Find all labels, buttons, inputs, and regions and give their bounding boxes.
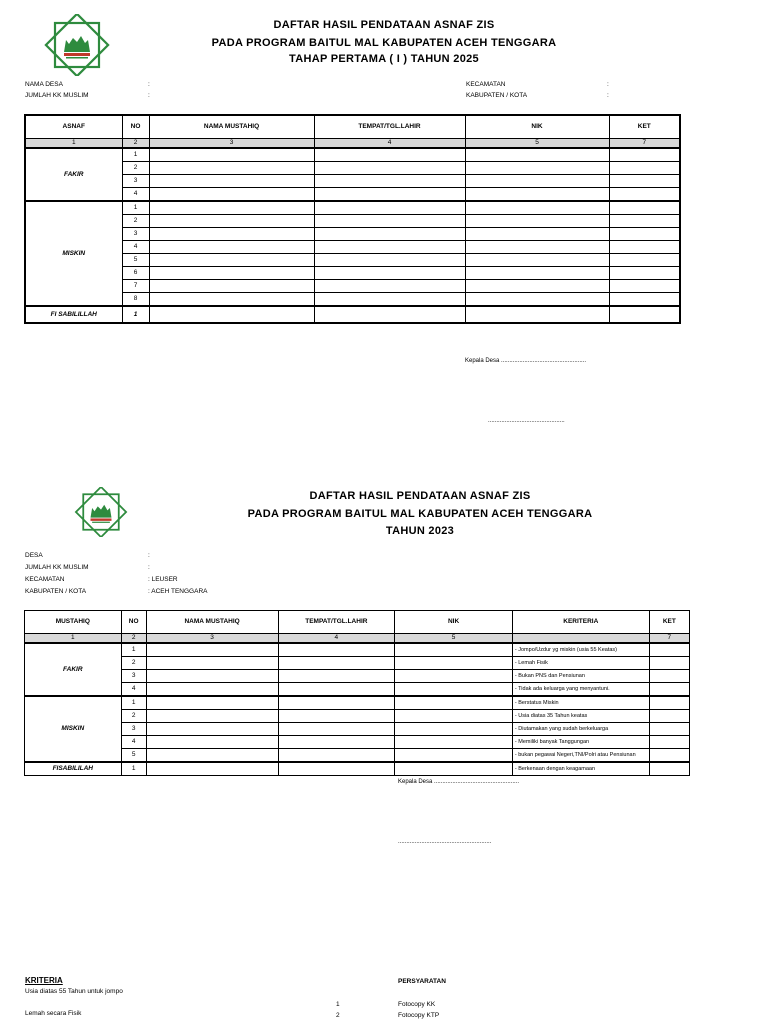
table-header-row bbox=[25, 611, 690, 634]
row-no: 2 bbox=[122, 215, 149, 228]
form1-title-line-2: PADA PROGRAM BAITUL MAL KABUPATEN ACEH TENGGARA bbox=[211, 37, 557, 49]
cell[interactable] bbox=[609, 148, 680, 162]
cell[interactable] bbox=[609, 175, 680, 188]
cell[interactable] bbox=[314, 267, 465, 280]
table-row bbox=[25, 241, 680, 254]
cell[interactable] bbox=[278, 670, 395, 683]
cell[interactable] bbox=[395, 670, 513, 683]
cell[interactable] bbox=[146, 696, 278, 710]
cell[interactable] bbox=[278, 643, 395, 657]
col-header: NIK bbox=[465, 115, 609, 139]
cell[interactable] bbox=[149, 280, 314, 293]
group-label-fakir: FAKIR bbox=[25, 643, 122, 696]
form2-field-kabupaten: KABUPATEN / KOTA bbox=[25, 588, 87, 595]
cell[interactable] bbox=[609, 306, 680, 323]
index-cell: 3 bbox=[146, 634, 278, 644]
cell[interactable] bbox=[465, 175, 609, 188]
col-header: NAMA MUSTAHIQ bbox=[146, 611, 278, 634]
cell[interactable] bbox=[149, 162, 314, 175]
form2-field-desa-value: : bbox=[148, 552, 150, 559]
table-row bbox=[25, 696, 690, 710]
table-row bbox=[25, 175, 680, 188]
group-label-miskin: MISKIN bbox=[25, 696, 122, 762]
cell[interactable] bbox=[146, 670, 278, 683]
cell[interactable] bbox=[314, 162, 465, 175]
cell[interactable] bbox=[465, 267, 609, 280]
cell[interactable] bbox=[314, 241, 465, 254]
row-no: 4 bbox=[122, 188, 149, 202]
col-header: TEMPAT/TGL.LAHIR bbox=[278, 611, 395, 634]
cell[interactable] bbox=[649, 696, 689, 710]
form1-field-kecamatan: KECAMATAN bbox=[466, 81, 506, 88]
index-cell bbox=[512, 634, 649, 644]
col-header: ASNAF bbox=[25, 115, 122, 139]
form2-title-line-3: TAHUN 2023 bbox=[385, 525, 455, 537]
col-header: KET bbox=[649, 611, 689, 634]
row-no: 8 bbox=[122, 293, 149, 307]
index-cell: 4 bbox=[314, 139, 465, 149]
form2-signature-line: ........................................................ bbox=[398, 839, 492, 845]
cell[interactable] bbox=[278, 762, 395, 776]
cell[interactable] bbox=[149, 148, 314, 162]
cell[interactable] bbox=[609, 267, 680, 280]
row-no: 2 bbox=[122, 162, 149, 175]
form2-table bbox=[24, 610, 690, 776]
index-cell: 1 bbox=[25, 634, 122, 644]
index-cell: 7 bbox=[609, 139, 680, 149]
index-cell: 3 bbox=[149, 139, 314, 149]
row-no: 1 bbox=[122, 306, 149, 323]
criteria-cell: - Memiliki banyak Tanggungan bbox=[512, 736, 649, 749]
col-header: KERITERIA bbox=[512, 611, 649, 634]
group-label-fakir: FAKIR bbox=[25, 148, 122, 201]
cell[interactable] bbox=[395, 723, 513, 736]
table-row bbox=[25, 683, 690, 697]
row-no: 7 bbox=[122, 280, 149, 293]
cell[interactable] bbox=[609, 215, 680, 228]
cell[interactable] bbox=[314, 280, 465, 293]
cell[interactable] bbox=[278, 710, 395, 723]
col-header: NO bbox=[121, 611, 146, 634]
col-header: TEMPAT/TGL.LAHIR bbox=[314, 115, 465, 139]
cell[interactable] bbox=[609, 188, 680, 202]
form1-field-jumlah-kk-value: : bbox=[148, 92, 150, 99]
table-row bbox=[25, 643, 690, 657]
group-label-fi-sabilillah: FI SABILILLAH bbox=[25, 306, 122, 323]
cell[interactable] bbox=[465, 280, 609, 293]
table-row bbox=[25, 723, 690, 736]
cell[interactable] bbox=[278, 657, 395, 670]
cell[interactable] bbox=[314, 215, 465, 228]
table-row bbox=[25, 762, 690, 776]
field-label: JUMLAH KK MUSLIM bbox=[25, 92, 89, 99]
cell[interactable] bbox=[314, 148, 465, 162]
row-no: 1 bbox=[122, 201, 149, 215]
cell[interactable] bbox=[649, 723, 689, 736]
row-no: 6 bbox=[122, 267, 149, 280]
row-no: 2 bbox=[121, 710, 146, 723]
table-row bbox=[25, 267, 680, 280]
form2-signature-kepala-desa: Kepala Desa ................................................... bbox=[398, 779, 520, 785]
form2-field-kabupaten-value: : ACEH TENGGARA bbox=[148, 588, 208, 595]
cell[interactable] bbox=[149, 188, 314, 202]
cell[interactable] bbox=[146, 749, 278, 763]
cell[interactable] bbox=[465, 241, 609, 254]
row-no: 1 bbox=[122, 148, 149, 162]
criteria-cell: - bukan pegawai Negeri,TNI/Polri atau Pensiunan bbox=[512, 749, 649, 763]
row-no: 4 bbox=[121, 683, 146, 697]
cell[interactable] bbox=[149, 293, 314, 307]
cell[interactable] bbox=[465, 162, 609, 175]
cell[interactable] bbox=[395, 762, 513, 776]
index-cell: 4 bbox=[278, 634, 395, 644]
form1-field-kabupaten: KABUPATEN / KOTA bbox=[466, 92, 528, 99]
cell[interactable] bbox=[465, 293, 609, 307]
form1-title-line-3: TAHAP PERTAMA ( I ) TAHUN 2025 bbox=[289, 53, 479, 65]
persyaratan-no: 2 bbox=[336, 1012, 340, 1019]
table-index-row bbox=[25, 634, 690, 644]
cell[interactable] bbox=[314, 228, 465, 241]
index-cell: 7 bbox=[649, 634, 689, 644]
table-row bbox=[25, 215, 680, 228]
cell[interactable] bbox=[146, 723, 278, 736]
cell[interactable] bbox=[278, 736, 395, 749]
row-no: 2 bbox=[121, 657, 146, 670]
criteria-cell: - Berstatus Miskin bbox=[512, 696, 649, 710]
index-cell: 5 bbox=[395, 634, 513, 644]
cell[interactable] bbox=[465, 306, 609, 323]
cell[interactable] bbox=[278, 683, 395, 697]
table-row bbox=[25, 293, 680, 307]
row-no: 1 bbox=[121, 643, 146, 657]
cell[interactable] bbox=[314, 254, 465, 267]
criteria-cell: - Usia diatas 35 Tahun keatas bbox=[512, 710, 649, 723]
kriteria-item: Usia diatas 55 Tahun untuk jompo bbox=[25, 988, 123, 995]
persyaratan-no: 1 bbox=[336, 1001, 340, 1008]
cell[interactable] bbox=[314, 306, 465, 323]
table-header-row bbox=[25, 115, 680, 139]
kriteria-title: KRITERIA bbox=[25, 976, 63, 985]
cell[interactable] bbox=[278, 696, 395, 710]
cell[interactable] bbox=[465, 188, 609, 202]
form1-field-nama-desa bbox=[25, 80, 63, 89]
index-cell: 5 bbox=[465, 139, 609, 149]
form2-field-jumlah-kk-value: : bbox=[148, 564, 150, 571]
cell[interactable] bbox=[149, 267, 314, 280]
cell[interactable] bbox=[465, 254, 609, 267]
col-header: KET bbox=[609, 115, 680, 139]
cell[interactable] bbox=[146, 683, 278, 697]
kriteria-item: Lemah secara Fisik bbox=[25, 1010, 82, 1017]
cell[interactable] bbox=[649, 643, 689, 657]
cell[interactable] bbox=[609, 228, 680, 241]
cell[interactable] bbox=[465, 228, 609, 241]
table-row bbox=[25, 749, 690, 763]
cell[interactable] bbox=[149, 201, 314, 215]
table-row bbox=[25, 228, 680, 241]
table-row bbox=[25, 162, 680, 175]
cell[interactable] bbox=[149, 215, 314, 228]
cell[interactable] bbox=[609, 254, 680, 267]
persyaratan-item: Fotocopy KTP bbox=[398, 1012, 440, 1019]
row-no: 1 bbox=[121, 762, 146, 776]
cell[interactable] bbox=[278, 749, 395, 763]
form1-field-kabupaten-value: : bbox=[607, 92, 609, 99]
group-label-miskin: MISKIN bbox=[25, 201, 122, 306]
table-row bbox=[25, 670, 690, 683]
row-no: 3 bbox=[122, 228, 149, 241]
cell[interactable] bbox=[146, 710, 278, 723]
cell[interactable] bbox=[609, 162, 680, 175]
table-row bbox=[25, 148, 680, 162]
cell[interactable] bbox=[146, 657, 278, 670]
cell[interactable] bbox=[314, 293, 465, 307]
cell[interactable] bbox=[149, 306, 314, 323]
index-cell: 2 bbox=[122, 139, 149, 149]
cell[interactable] bbox=[649, 683, 689, 697]
criteria-cell: - Diutamakan yang sudah berkeluarga bbox=[512, 723, 649, 736]
cell[interactable] bbox=[609, 293, 680, 307]
cell[interactable] bbox=[395, 749, 513, 763]
form1-field-jumlah-kk bbox=[25, 91, 89, 100]
col-header: NAMA MUSTAHIQ bbox=[149, 115, 314, 139]
form1-signature-line: .............................................. bbox=[488, 418, 565, 424]
form1-table bbox=[24, 114, 681, 324]
form2-field-jumlah-kk: JUMLAH KK MUSLIM bbox=[25, 564, 89, 571]
form1-field-kecamatan-value: : bbox=[607, 81, 609, 88]
form2-field-desa: DESA bbox=[25, 552, 43, 559]
form2-title-line-1: DAFTAR HASIL PENDATAAN ASNAF ZIS bbox=[309, 490, 531, 502]
cell[interactable] bbox=[149, 241, 314, 254]
cell[interactable] bbox=[146, 643, 278, 657]
form2-field-kecamatan-value: : LEUSER bbox=[148, 576, 178, 583]
table-row bbox=[25, 657, 690, 670]
cell[interactable] bbox=[649, 710, 689, 723]
criteria-cell: - Lemah Fisik bbox=[512, 657, 649, 670]
cell[interactable] bbox=[395, 736, 513, 749]
table-row bbox=[25, 306, 680, 323]
form1-signature-kepala-desa: Kepala Desa ................................................... bbox=[465, 358, 587, 364]
field-label: NAMA DESA bbox=[25, 81, 63, 88]
col-header: NO bbox=[122, 115, 149, 139]
cell[interactable] bbox=[146, 762, 278, 776]
cell[interactable] bbox=[395, 710, 513, 723]
col-header: NIK bbox=[395, 611, 513, 634]
cell[interactable] bbox=[395, 657, 513, 670]
row-no: 3 bbox=[121, 670, 146, 683]
criteria-cell: - Jompo/Uzdur yg miskin (usia 55 Keatas) bbox=[512, 643, 649, 657]
form1-title-line-1: DAFTAR HASIL PENDATAAN ASNAF ZIS bbox=[273, 19, 495, 31]
cell[interactable] bbox=[314, 201, 465, 215]
cell[interactable] bbox=[314, 175, 465, 188]
cell[interactable] bbox=[395, 683, 513, 697]
index-cell: 1 bbox=[25, 139, 122, 149]
index-cell: 2 bbox=[121, 634, 146, 644]
cell[interactable] bbox=[465, 148, 609, 162]
form1-field-nama-desa-value: : bbox=[148, 81, 150, 88]
form2-title-line-2: PADA PROGRAM BAITUL MAL KABUPATEN ACEH TENGGARA bbox=[247, 508, 593, 520]
row-no: 5 bbox=[122, 254, 149, 267]
table-row bbox=[25, 188, 680, 202]
table-index-row bbox=[25, 139, 680, 149]
cell[interactable] bbox=[649, 736, 689, 749]
cell[interactable] bbox=[609, 241, 680, 254]
table-row bbox=[25, 201, 680, 215]
cell[interactable] bbox=[609, 280, 680, 293]
cell[interactable] bbox=[465, 215, 609, 228]
row-no: 4 bbox=[121, 736, 146, 749]
persyaratan-item: Fotocopy KK bbox=[398, 1001, 436, 1008]
criteria-cell: - Tidak ada keluarga yang menyantuni. bbox=[512, 683, 649, 697]
criteria-cell: - Berkenaan dengan keagamaan bbox=[512, 762, 649, 776]
cell[interactable] bbox=[149, 254, 314, 267]
table-row bbox=[25, 710, 690, 723]
cell[interactable] bbox=[395, 643, 513, 657]
row-no: 3 bbox=[122, 175, 149, 188]
persyaratan-title: PERSYARATAN bbox=[398, 978, 446, 985]
cell[interactable] bbox=[649, 762, 689, 776]
row-no: 4 bbox=[122, 241, 149, 254]
row-no: 1 bbox=[121, 696, 146, 710]
cell[interactable] bbox=[649, 749, 689, 763]
cell[interactable] bbox=[649, 670, 689, 683]
cell[interactable] bbox=[609, 201, 680, 215]
table-row bbox=[25, 280, 680, 293]
cell[interactable] bbox=[146, 736, 278, 749]
cell[interactable] bbox=[314, 188, 465, 202]
cell[interactable] bbox=[278, 723, 395, 736]
table-row bbox=[25, 736, 690, 749]
criteria-cell: - Bukan PNS dan Pensiunan bbox=[512, 670, 649, 683]
group-label-fisabililah: FISABILILAH bbox=[25, 762, 122, 776]
cell[interactable] bbox=[649, 657, 689, 670]
col-header: MUSTAHIQ bbox=[25, 611, 122, 634]
cell[interactable] bbox=[149, 175, 314, 188]
row-no: 3 bbox=[121, 723, 146, 736]
cell[interactable] bbox=[395, 696, 513, 710]
cell[interactable] bbox=[149, 228, 314, 241]
table-row bbox=[25, 254, 680, 267]
cell[interactable] bbox=[465, 201, 609, 215]
row-no: 5 bbox=[121, 749, 146, 763]
form2-field-kecamatan: KECAMATAN bbox=[25, 576, 65, 583]
